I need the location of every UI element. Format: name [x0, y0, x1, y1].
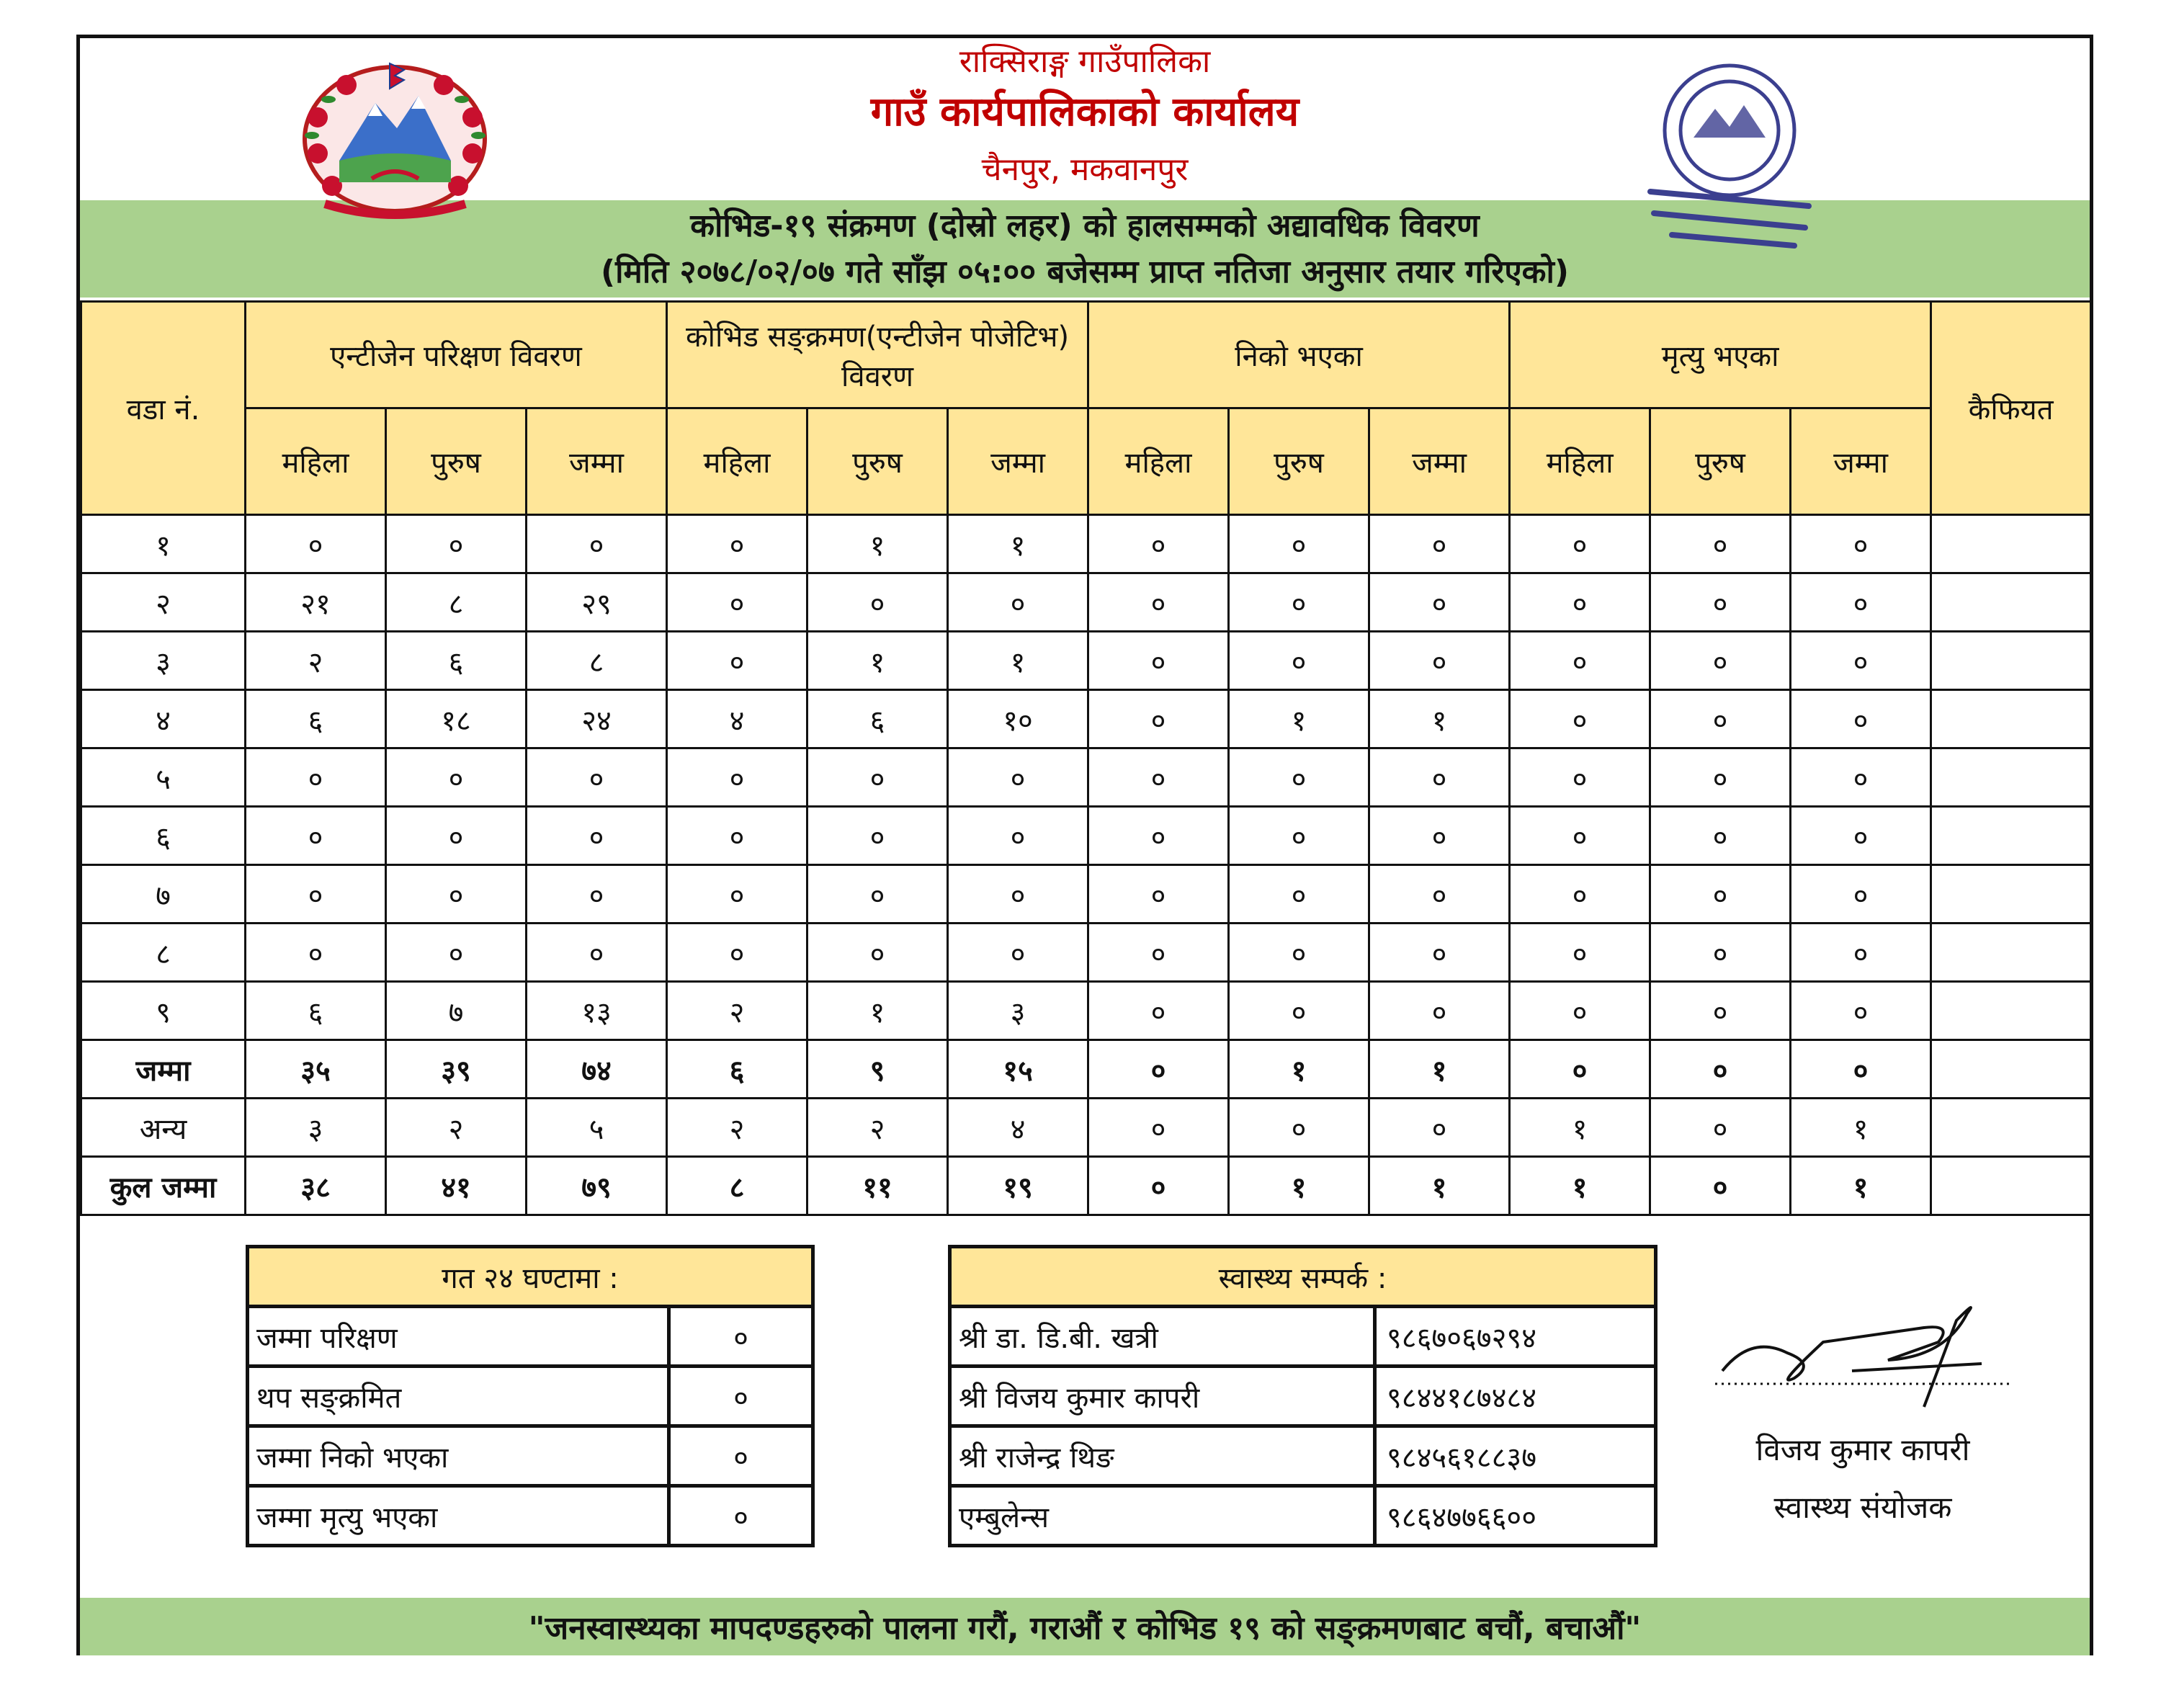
value-cell: ६	[667, 1040, 807, 1099]
value-cell: ०	[1510, 515, 1650, 573]
office-title: गाउँ कार्यपालिकाको कार्यालय	[870, 89, 1299, 135]
sub-header-total: जम्मा	[1791, 408, 1931, 515]
value-cell: २	[667, 982, 807, 1040]
value-cell: ३५	[246, 1040, 386, 1099]
value-cell: १	[1229, 690, 1369, 748]
value-cell: ०	[948, 807, 1088, 865]
sub-header-male: पुरुष	[1650, 408, 1791, 515]
value-cell: ०	[1088, 748, 1229, 807]
value-cell: ११	[807, 1157, 948, 1215]
table-row	[81, 690, 2091, 748]
value-cell: ०	[1791, 748, 1931, 807]
ward-number-header: वडा नं.	[81, 302, 246, 515]
value-cell: ०	[1650, 1157, 1791, 1215]
remarks-cell	[1931, 924, 2091, 982]
value-cell: ०	[807, 807, 948, 865]
stat-value: ०	[669, 1307, 813, 1367]
signature-image	[1708, 1292, 2018, 1421]
value-cell: ०	[527, 515, 667, 573]
value-cell: ०	[1510, 982, 1650, 1040]
value-cell: १	[1510, 1099, 1650, 1157]
document-frame	[76, 35, 2093, 1655]
table-row	[81, 515, 2091, 573]
value-cell: १	[1369, 690, 1510, 748]
value-cell: २४	[527, 690, 667, 748]
remarks-cell	[1931, 982, 2091, 1040]
value-cell: १	[807, 515, 948, 573]
value-cell: ०	[1229, 982, 1369, 1040]
remarks-cell	[1931, 748, 2091, 807]
value-cell: ६	[246, 690, 386, 748]
value-cell: ०	[1369, 807, 1510, 865]
value-cell: ०	[1229, 515, 1369, 573]
contact-name: एम्बुलेन्स	[950, 1486, 1375, 1546]
table-row	[248, 1486, 813, 1546]
value-cell: ९	[807, 1040, 948, 1099]
value-cell: ०	[667, 632, 807, 690]
value-cell: ०	[246, 515, 386, 573]
remarks-cell	[1931, 573, 2091, 632]
ward-cell: कुल जम्मा	[81, 1157, 246, 1215]
value-cell: ०	[948, 924, 1088, 982]
value-cell: ०	[1088, 632, 1229, 690]
value-cell: ०	[527, 807, 667, 865]
value-cell: ०	[1369, 632, 1510, 690]
value-cell: ०	[246, 924, 386, 982]
value-cell: ०	[1650, 573, 1791, 632]
deaths-header: मृत्यु भएका	[1510, 302, 1931, 408]
table-row	[81, 924, 2091, 982]
value-cell: ०	[246, 807, 386, 865]
value-cell: ०	[386, 748, 527, 807]
footer-slogan: "जनस्वास्थ्यका मापदण्डहरुको पालना गरौं, गराऔं र कोभिड १९ को सङ्क्रमणबाट बचौं, बचाऔं"	[528, 1610, 1642, 1647]
sub-header-female: महिला	[667, 408, 807, 515]
value-cell: ०	[1510, 865, 1650, 924]
last-24-hours-title: गत २४ घण्टामा :	[248, 1247, 813, 1307]
stat-label: जम्मा परिक्षण	[248, 1307, 669, 1367]
value-cell: ०	[386, 807, 527, 865]
value-cell: ०	[1088, 1040, 1229, 1099]
table-row	[81, 1157, 2091, 1215]
health-contact-title: स्वास्थ्य सम्पर्क :	[950, 1247, 1656, 1307]
sub-header-female: महिला	[1088, 408, 1229, 515]
report-title: कोभिड-१९ संक्रमण (दोस्रो लहर) को हालसम्मको अद्यावधिक विवरण	[690, 207, 1480, 244]
value-cell: १९	[948, 1157, 1088, 1215]
table-row	[81, 573, 2091, 632]
value-cell: ०	[667, 515, 807, 573]
value-cell: १५	[948, 1040, 1088, 1099]
stat-value: ०	[669, 1426, 813, 1486]
value-cell: ०	[527, 865, 667, 924]
value-cell: १	[807, 632, 948, 690]
value-cell: ०	[246, 865, 386, 924]
value-cell: ०	[386, 515, 527, 573]
value-cell: ०	[1510, 1040, 1650, 1099]
health-contact-table	[948, 1245, 1657, 1547]
value-cell: ०	[1791, 1040, 1931, 1099]
report-date-note: (मिति २०७८/०२/०७ गते साँझ ०५:०० बजेसम्म प्राप्त नतिजा अनुसार तयार गरिएको)	[601, 254, 1569, 290]
remarks-header: कैफियत	[1931, 302, 2091, 515]
contact-phone: ९८४५६१८८३७	[1375, 1426, 1656, 1486]
value-cell: ०	[1088, 690, 1229, 748]
value-cell: ०	[1510, 748, 1650, 807]
value-cell: ०	[527, 924, 667, 982]
value-cell: ३	[246, 1099, 386, 1157]
value-cell: ७४	[527, 1040, 667, 1099]
value-cell: ७	[386, 982, 527, 1040]
value-cell: ०	[1088, 573, 1229, 632]
table-row	[81, 1099, 2091, 1157]
value-cell: २१	[246, 573, 386, 632]
table-row	[81, 865, 2091, 924]
value-cell: ०	[1510, 632, 1650, 690]
value-cell: ०	[527, 748, 667, 807]
value-cell: ०	[1791, 865, 1931, 924]
value-cell: ०	[948, 865, 1088, 924]
value-cell: ०	[1510, 690, 1650, 748]
antigen-test-header: एन्टीजेन परिक्षण विवरण	[246, 302, 667, 408]
stat-label: जम्मा निको भएका	[248, 1426, 669, 1486]
stat-label: थप सङ्क्रमित	[248, 1367, 669, 1426]
sub-header-total: जम्मा	[1369, 408, 1510, 515]
table-row	[81, 982, 2091, 1040]
remarks-cell	[1931, 1040, 2091, 1099]
table-row	[248, 1426, 813, 1486]
value-cell: ०	[1229, 1099, 1369, 1157]
contact-name: श्री राजेन्द्र थिङ	[950, 1426, 1375, 1486]
value-cell: ०	[667, 924, 807, 982]
value-cell: ०	[948, 573, 1088, 632]
value-cell: १	[807, 982, 948, 1040]
table-row	[950, 1367, 1656, 1426]
value-cell: ३९	[386, 1040, 527, 1099]
contact-name: श्री डा. डि.बी. खत्री	[950, 1307, 1375, 1367]
sub-header-female: महिला	[1510, 408, 1650, 515]
value-cell: ०	[807, 865, 948, 924]
contact-phone: ९८४४१८७४८४	[1375, 1367, 1656, 1426]
ward-cell: ५	[81, 748, 246, 807]
ward-cell: १	[81, 515, 246, 573]
value-cell: ०	[1791, 515, 1931, 573]
value-cell: ०	[1229, 924, 1369, 982]
value-cell: १	[948, 632, 1088, 690]
value-cell: ०	[1650, 982, 1791, 1040]
value-cell: ०	[1791, 924, 1931, 982]
value-cell: १	[1229, 1157, 1369, 1215]
table-row	[950, 1486, 1656, 1546]
value-cell: ०	[386, 924, 527, 982]
covid-ward-table	[80, 300, 2092, 1216]
remarks-cell	[1931, 690, 2091, 748]
value-cell: ०	[1369, 748, 1510, 807]
ward-cell: २	[81, 573, 246, 632]
table-row	[81, 748, 2091, 807]
value-cell: ०	[1369, 924, 1510, 982]
value-cell: ०	[1088, 924, 1229, 982]
sub-header-female: महिला	[246, 408, 386, 515]
positive-cases-header: कोभिड सङ्क्रमण(एन्टीजेन पोजेटिभ) विवरण	[667, 302, 1088, 408]
value-cell: ०	[1510, 924, 1650, 982]
value-cell: ०	[1369, 982, 1510, 1040]
value-cell: २	[246, 632, 386, 690]
table-row	[950, 1307, 1656, 1367]
value-cell: ०	[1088, 807, 1229, 865]
remarks-cell	[1931, 1099, 2091, 1157]
value-cell: ०	[807, 748, 948, 807]
value-cell: ०	[1369, 515, 1510, 573]
value-cell: ६	[807, 690, 948, 748]
value-cell: ६	[246, 982, 386, 1040]
value-cell: २	[386, 1099, 527, 1157]
value-cell: १	[1369, 1157, 1510, 1215]
sub-header-total: जम्मा	[527, 408, 667, 515]
value-cell: ४	[667, 690, 807, 748]
table-row	[81, 1040, 2091, 1099]
value-cell: ०	[1791, 573, 1931, 632]
value-cell: १	[1791, 1157, 1931, 1215]
value-cell: ०	[1650, 1099, 1791, 1157]
value-cell: ८	[527, 632, 667, 690]
ward-cell: ७	[81, 865, 246, 924]
value-cell: ४	[948, 1099, 1088, 1157]
table-row	[81, 632, 2091, 690]
table-row	[248, 1367, 813, 1426]
value-cell: ०	[1650, 748, 1791, 807]
contact-name: श्री विजय कुमार कापरी	[950, 1367, 1375, 1426]
value-cell: ०	[1369, 865, 1510, 924]
value-cell: ०	[1088, 1099, 1229, 1157]
stat-label: जम्मा मृत्यु भएका	[248, 1486, 669, 1546]
value-cell: ०	[667, 865, 807, 924]
value-cell: ०	[1229, 865, 1369, 924]
value-cell: ०	[667, 807, 807, 865]
value-cell: ०	[1650, 690, 1791, 748]
sub-header-total: जम्मा	[948, 408, 1088, 515]
value-cell: ०	[1650, 865, 1791, 924]
value-cell: ०	[1650, 807, 1791, 865]
ward-cell: ३	[81, 632, 246, 690]
value-cell: ०	[1369, 1099, 1510, 1157]
value-cell: ३८	[246, 1157, 386, 1215]
value-cell: ०	[807, 573, 948, 632]
value-cell: ०	[1791, 632, 1931, 690]
value-cell: ०	[1650, 632, 1791, 690]
signatory-name: विजय कुमार कापरी	[1755, 1432, 1970, 1467]
value-cell: ०	[1510, 807, 1650, 865]
value-cell: १०	[948, 690, 1088, 748]
value-cell: १८	[386, 690, 527, 748]
table-row	[248, 1307, 813, 1367]
municipality-name: राक्सिराङ्ग गाउँपालिका	[959, 43, 1211, 80]
value-cell: ०	[1650, 515, 1791, 573]
value-cell: ७९	[527, 1157, 667, 1215]
value-cell: ६	[386, 632, 527, 690]
value-cell: ०	[1229, 632, 1369, 690]
value-cell: ०	[1229, 748, 1369, 807]
value-cell: २	[807, 1099, 948, 1157]
value-cell: ०	[667, 573, 807, 632]
value-cell: ०	[1650, 924, 1791, 982]
ward-cell: ६	[81, 807, 246, 865]
office-address: चैनपुर, मकवानपुर	[981, 151, 1189, 188]
value-cell: ०	[1088, 865, 1229, 924]
value-cell: ०	[1791, 982, 1931, 1040]
value-cell: ०	[1229, 573, 1369, 632]
value-cell: ०	[807, 924, 948, 982]
value-cell: ०	[1088, 1157, 1229, 1215]
value-cell: १	[1369, 1040, 1510, 1099]
last-24-hours-table	[246, 1245, 815, 1547]
ward-cell: जम्मा	[81, 1040, 246, 1099]
value-cell: ४१	[386, 1157, 527, 1215]
recovered-header: निको भएका	[1088, 302, 1510, 408]
stat-value: ०	[669, 1367, 813, 1426]
value-cell: १	[1229, 1040, 1369, 1099]
value-cell: ५	[527, 1099, 667, 1157]
contact-phone: ९८६४७७६६००	[1375, 1486, 1656, 1546]
ward-cell: ९	[81, 982, 246, 1040]
value-cell: ०	[1510, 573, 1650, 632]
value-cell: १	[1791, 1099, 1931, 1157]
value-cell: ०	[1369, 573, 1510, 632]
value-cell: ०	[667, 748, 807, 807]
value-cell: ०	[1088, 515, 1229, 573]
ward-cell: अन्य	[81, 1099, 246, 1157]
value-cell: ०	[1088, 982, 1229, 1040]
value-cell: ८	[386, 573, 527, 632]
value-cell: १	[948, 515, 1088, 573]
value-cell: ०	[1791, 690, 1931, 748]
value-cell: ३	[948, 982, 1088, 1040]
sub-header-male: पुरुष	[1229, 408, 1369, 515]
ward-cell: ८	[81, 924, 246, 982]
value-cell: ०	[1791, 807, 1931, 865]
value-cell: ०	[386, 865, 527, 924]
sub-header-male: पुरुष	[386, 408, 527, 515]
value-cell: ०	[246, 748, 386, 807]
value-cell: ०	[948, 748, 1088, 807]
value-cell: ८	[667, 1157, 807, 1215]
remarks-cell	[1931, 1157, 2091, 1215]
contact-phone: ९८६७०६७२९४	[1375, 1307, 1656, 1367]
value-cell: १३	[527, 982, 667, 1040]
remarks-cell	[1931, 807, 2091, 865]
remarks-cell	[1931, 865, 2091, 924]
signatory-title: स्वास्थ्य संयोजक	[1773, 1490, 1952, 1525]
value-cell: २९	[527, 573, 667, 632]
value-cell: ०	[1229, 807, 1369, 865]
value-cell: २	[667, 1099, 807, 1157]
remarks-cell	[1931, 632, 2091, 690]
remarks-cell	[1931, 515, 2091, 573]
sub-header-male: पुरुष	[807, 408, 948, 515]
ward-cell: ४	[81, 690, 246, 748]
value-cell: १	[1510, 1157, 1650, 1215]
table-row	[950, 1426, 1656, 1486]
value-cell: ०	[1650, 1040, 1791, 1099]
table-row	[81, 807, 2091, 865]
stat-value: ०	[669, 1486, 813, 1546]
